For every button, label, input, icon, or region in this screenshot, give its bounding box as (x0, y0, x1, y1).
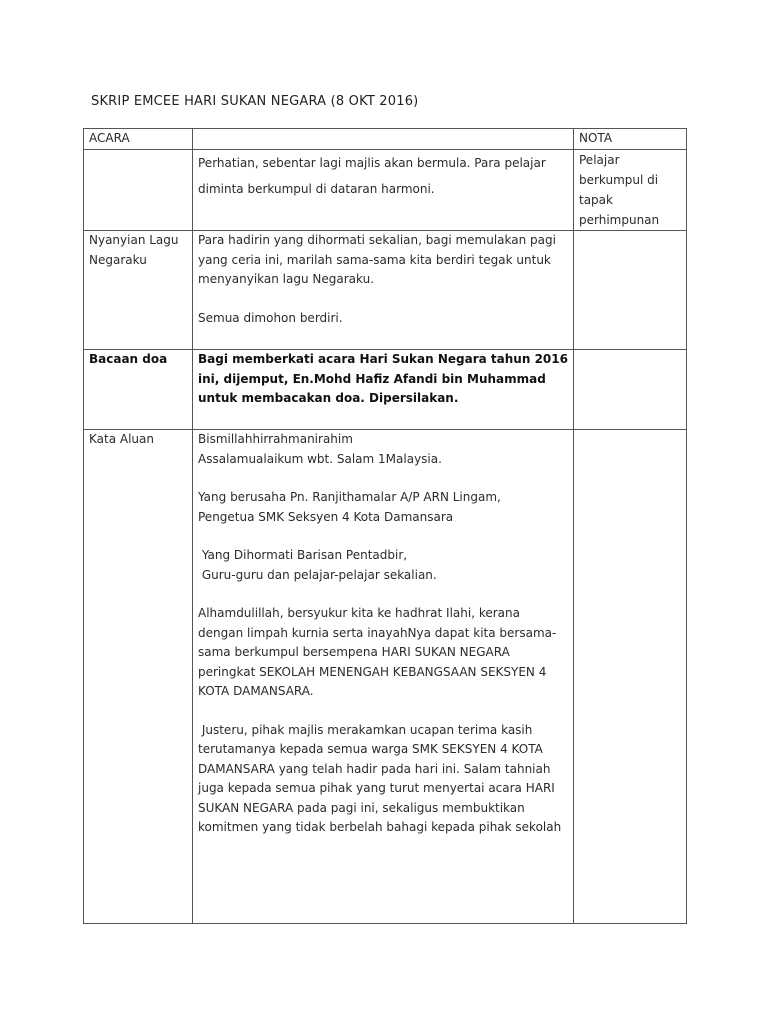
table-row (84, 150, 687, 231)
row-script (193, 231, 574, 350)
header-nota: NOTA (574, 129, 687, 150)
row-nota: Pelajar berkumpul di tapak perhimpunan (574, 150, 687, 231)
row-nota (574, 430, 687, 924)
table-header-row (84, 129, 687, 150)
script-paragraph: Justeru, pihak majlis merakamkan ucapan terima kasih terutamanya kepada semua warga SMK SEKSYEN 4 KOTA DAMANSARA yang telah hadir pada hari ini. Salam tahniah juga kepada semua pihak yang turut menyertai acara HARI SUKAN NEGARA pada pagi ini, sekaligus membuktikan komitmen yang tidak berbelah bahagi kepada pihak sekolah (198, 722, 562, 834)
row-acara: Kata Aluan (84, 430, 193, 924)
row-nota (574, 350, 687, 430)
document-title: SKRIP EMCEE HARI SUKAN NEGARA (8 OKT 2016) (91, 94, 419, 109)
emcee-script-table (83, 128, 687, 924)
table-row (84, 350, 687, 430)
row-script (193, 430, 574, 924)
row-script (193, 150, 574, 231)
row-acara (84, 150, 193, 231)
script-paragraph: Yang berusaha Pn. Ranjithamalar A/P ARN Lingam, Pengetua SMK Seksyen 4 Kota Damansara (198, 490, 501, 524)
script-paragraph: Semua dimohon berdiri. (198, 310, 343, 325)
header-acara: ACARA (84, 129, 193, 150)
row-acara: Nyanyian Lagu Negaraku (84, 231, 193, 350)
script-paragraph: Para hadirin yang dihormati sekalian, bagi memulakan pagi yang ceria ini, marilah sama-sama kita berdiri tegak untuk menyanyikan lagu Negaraku. (198, 233, 556, 286)
script-paragraph: Bismillahhirrahmanirahim Assalamualaikum wbt. Salam 1Malaysia. (198, 432, 442, 466)
script-paragraph: Yang Dihormati Barisan Pentadbir, Guru-guru dan pelajar-pelajar sekalian. (201, 548, 437, 582)
table-row (84, 430, 687, 924)
script-paragraph: Alhamdulillah, bersyukur kita ke hadhrat Ilahi, kerana dengan limpah kurnia serta inayahNya dapat kita bersama-sama berkumpul bersempena HARI SUKAN NEGARA peringkat SEKOLAH MENENGAH KEBANGSAAN SEKSYEN 4 KOTA DAMANSARA. (198, 606, 557, 698)
row-acara: Bacaan doa (84, 350, 193, 430)
script-paragraph: Bagi memberkati acara Hari Sukan Negara tahun 2016 ini, dijemput, En.Mohd Hafiz Afandi bin Muhammad untuk membacakan doa. Dipersilakan. (198, 352, 568, 405)
row-nota (574, 231, 687, 350)
row-script (193, 350, 574, 430)
header-script (193, 129, 574, 150)
table-row (84, 231, 687, 350)
script-paragraph: Perhatian, sebentar lagi majlis akan bermula. Para pelajar diminta berkumpul di dataran harmoni. (198, 156, 546, 196)
